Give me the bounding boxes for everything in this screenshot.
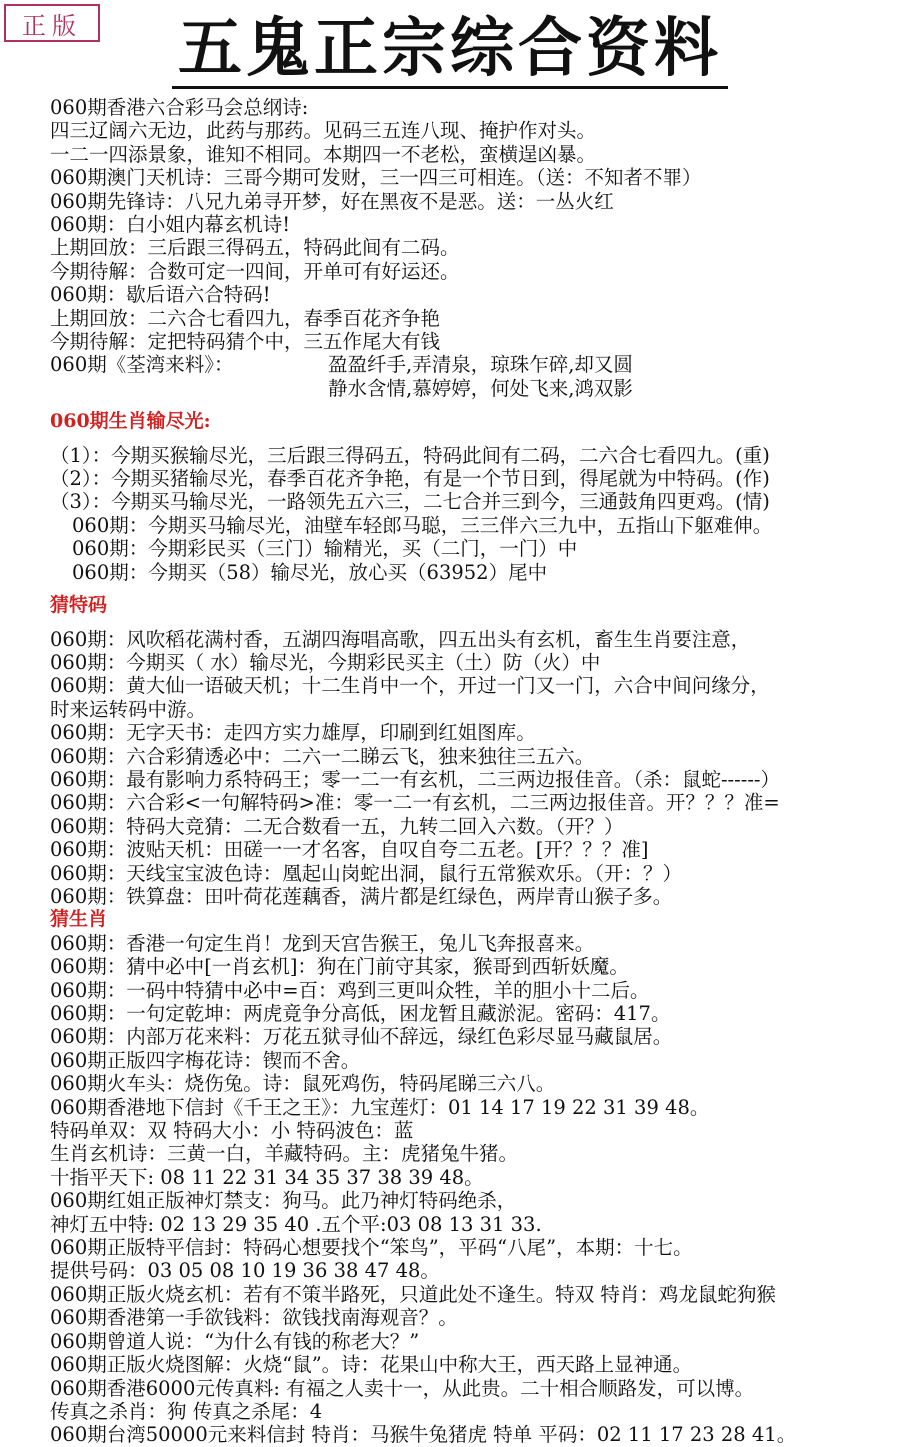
quanwan-row [50, 377, 896, 400]
sx-line: 060期：香港一句定生肖！龙到天宫告猴王，兔儿飞奔报喜来。 [50, 931, 595, 955]
sx-line: 060期台湾50000元来料信封 特肖：马猴牛兔猪虎 特单 平码：02 11 17 23 28 41。 [50, 1423, 797, 1447]
tema-line: 060期：今期买（ 水）输尽光，今期彩民买主（土）防（火）中 [50, 650, 601, 674]
shengxiao-extra-line: 060期：今期彩民买（三门）输精光，买（二门，一门）中 [72, 537, 578, 561]
text-line: 今期待解：合数可定一四间，开单可有好运还。 [50, 259, 460, 283]
sx-line: 060期：一码中特猜中必中=百：鸡到三更叫众牲，羊的胆小十二后。 [50, 978, 650, 1002]
sx-line: 060期火车头：烧伤兔。诗：鼠死鸡伤，特码尾睇三六八。 [50, 1072, 556, 1096]
text-line: 上期回放：三后跟三得码五，特码此间有二码。 [50, 236, 460, 260]
section-title-sx: 猜生肖 [50, 908, 108, 931]
sx-line: 十指平天下: 08 11 22 31 34 35 37 38 39 48。 [50, 1165, 484, 1189]
main-content [50, 96, 896, 1447]
text-line: 060期香港六合彩马会总纲诗: [50, 96, 309, 119]
sx-line: 传真之杀肖：狗 传真之杀尾：4 [50, 1399, 323, 1423]
text-line: 060期澳门天机诗：三哥今期可发财，三一四三可相连。（送：不知者不罪） [50, 166, 702, 190]
sx-line: 060期正版火烧玄机：若有不策半路死，只道此处不逢生。特双 特肖：鸡龙鼠蛇狗猴 [50, 1282, 776, 1306]
quanwan-label: 060期《荃湾来料》： [50, 353, 234, 377]
tema-line: 时来运转码中游。 [50, 697, 207, 721]
shengxiao-extra-line: 060期：今期买马输尽光，油壁车轻郎马聪，三三伴六三九中，五指山下躯难伸。 [72, 513, 773, 537]
tema-line: 060期：无字天书：走四方实力雄厚，印刷到红姐图库。 [50, 721, 536, 745]
sx-line: 060期正版火烧图解：火烧“鼠”。诗：花果山中称大王，西天路上显神通。 [50, 1353, 693, 1377]
sx-line: 060期：一句定乾坤：两虎竟争分高低，困龙暂且藏淤泥。密码：417。 [50, 1002, 671, 1025]
quanwan-verse-2: 静水含情,慕婷婷，何处飞来,鸿双影 [328, 376, 633, 400]
sx-line: 060期：猜中必中[一肖玄机]：狗在门前守其家，猴哥到西斩妖魔。 [50, 955, 629, 979]
tema-line: 060期：铁算盘：田叶荷花莲藕香，满片都是红绿色，两岸青山猴子多。 [50, 884, 673, 908]
tema-line: 060期：六合彩<一句解特码>准：零一二一有玄机，二三两边报佳音。开？？？准= [50, 791, 780, 815]
sx-line: 060期：内部万花来料：万花五狱寻仙不辞远，绿红色彩尽显马藏鼠居。 [50, 1025, 673, 1049]
sx-line: 060期曾道人说：“为什么有钱的称老大？” [50, 1329, 420, 1353]
sx-line: 060期香港地下信封《千王之王》：九宝莲灯：01 14 17 19 22 31 39 48。 [50, 1095, 710, 1119]
text-line: 四三辽阔六无边，此药与那药。见码三五连八现、掩护作对头。 [50, 119, 597, 143]
text-line: 060期先锋诗：八兄九弟寻开梦，好在黑夜不是恶。送：一丛火红 [50, 189, 614, 213]
tema-line: 060期：天线宝宝波色诗：凰起山岗蛇出洞，鼠行五常猴欢乐。（开：？） [50, 861, 682, 885]
page-title: 五鬼正宗综合资料 [0, 10, 900, 88]
sx-line: 提供号码：03 05 08 10 19 36 38 47 48。 [50, 1259, 440, 1283]
tema-line: 060期：六合彩猜透必中：二六一二睇云飞，独来独往三五六。 [50, 744, 595, 768]
sx-line: 生肖玄机诗：三黄一白，羊藏特码。主：虎猪兔牛猪。 [50, 1142, 519, 1166]
text-line: 一二一四添景象，谁知不相同。本期四一不老松，蛮横逞凶暴。 [50, 142, 597, 166]
text-line: 上期回放：二六合七看四九，春季百花齐争艳 [50, 306, 441, 330]
tema-line: 060期：最有影响力系特码王；零一二一有玄机，二三两边报佳音。（杀：鼠蛇------） [50, 767, 781, 791]
tema-line: 060期：特码大竞猜：二无合数看一五，九转二回入六数。（开？） [50, 814, 624, 838]
quanwan-verse-1: 盈盈纤手,弄清泉，琼珠乍碎,却又圆 [328, 353, 633, 377]
sx-line: 特码单双：双 特码大小：小 特码波色：蓝 [50, 1119, 414, 1143]
shengxiao-extra-line: 060期：今期买（58）输尽光，放心买（63952）尾中 [72, 560, 548, 584]
genuine-badge: 正版 [4, 4, 100, 42]
sx-line: 060期香港第一手欲钱料：欲钱找南海观音？。 [50, 1306, 458, 1330]
sx-line: 060期香港6000元传真料: 有福之人卖十一，从此贵。二十相合顺路发，可以博。 [50, 1376, 755, 1400]
shengxiao-line: （3）：今期买马输尽光，一路领先五六三，二七合并三到今，三通鼓角四更鸡。(情) [50, 490, 770, 514]
sx-line: 神灯五中特: 02 13 29 35 40 .五个平:03 08 13 31 33. [50, 1212, 542, 1236]
tema-line: 060期：黄大仙一语破天机；十二生肖中一个，开过一门又一门，六合中间问缘分， [50, 674, 770, 698]
sx-line: 060期正版四字梅花诗：锲而不舍。 [50, 1048, 361, 1072]
text-line: 今期待解：定把特码猜个中，三五作尾大有钱 [50, 330, 441, 354]
shengxiao-line: （1）：今期买猴输尽光，三后跟三得码五，特码此间有二码，二六合七看四九。(重) [50, 443, 770, 467]
text-line: 060期：白小姐内幕玄机诗! [50, 213, 291, 237]
sx-line: 060期正版特平信封：特码心想要找个“笨鸟”，平码“八尾”，本期：十七。 [50, 1236, 693, 1260]
section-title-tema: 猜特码 [50, 594, 108, 617]
tema-line: 060期：风吹稻花满村香，五湖四海唱高歌，四五出头有玄机，畜生生肖要注意， [50, 627, 751, 651]
shengxiao-line: （2）：今期买猪输尽光，春季百花齐争艳，有是一个节日到，得尾就为中特码。(作) [50, 467, 770, 491]
tema-line: 060期：波贴天机：田磋一一才名客，自叹自夸二五老。[开？？？准] [50, 838, 649, 862]
quanwan-row [50, 353, 896, 376]
text-line: 060期：歇后语六合特码! [50, 283, 271, 307]
section-title-shengxiao: 060期生肖输尽光: [50, 410, 211, 433]
sx-line: 060期红姐正版神灯禁支：狗马。此乃神灯特码绝杀， [50, 1189, 517, 1213]
